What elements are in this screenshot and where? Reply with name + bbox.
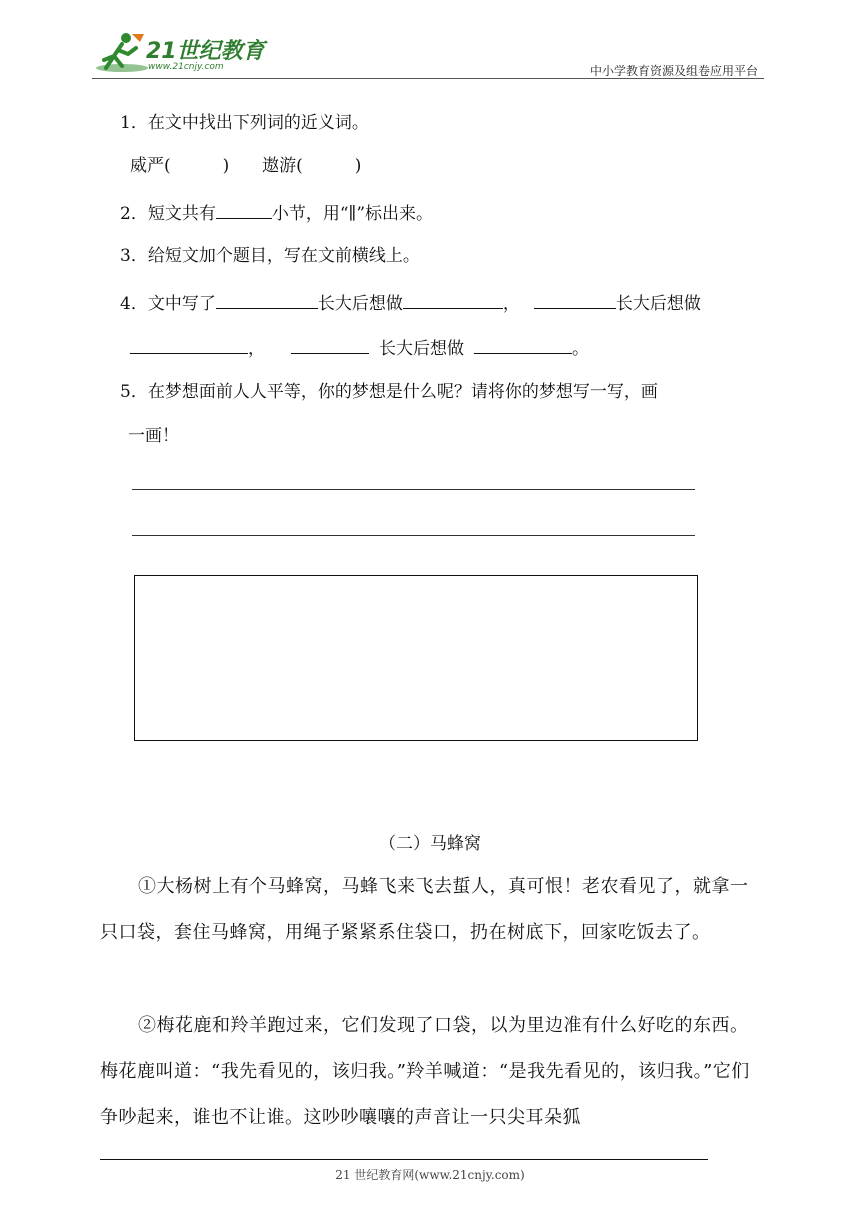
question-5-line-1: 5．在梦想面前人人平等，你的梦想是什么呢？请将你的梦想写一写，画 bbox=[120, 382, 658, 402]
question-4-comma-2: ， bbox=[248, 339, 265, 359]
word-weiyan: 威严( bbox=[130, 156, 171, 176]
q4-blank-5[interactable] bbox=[291, 335, 369, 354]
q4-blank-2[interactable] bbox=[403, 290, 503, 309]
q4-blank-4[interactable] bbox=[130, 335, 248, 354]
paragraph-1: ①大杨树上有个马蜂窝，马蜂飞来飞去蜇人，真可恨！老农看见了，就拿一只口袋，套住马蜂窝，用绳子紧紧系住袋口，扔在树底下，回家吃饭去了。 bbox=[100, 876, 749, 943]
question-2-text-b: 小节，用“∥”标出来。 bbox=[271, 204, 434, 224]
question-4-text-b: 长大后想做 bbox=[317, 294, 403, 314]
platform-tagline: 中小学教育资源及组卷应用平台 bbox=[589, 64, 758, 78]
q4-blank-6[interactable] bbox=[474, 335, 572, 354]
footer-divider bbox=[100, 1159, 708, 1160]
paren-close-1: ) bbox=[222, 156, 230, 176]
question-1: 1．在文中找出下列词的近义词。 bbox=[120, 113, 369, 133]
logo-title: 21世纪教育 bbox=[146, 39, 265, 64]
word-aoyou: 遨游( bbox=[262, 156, 303, 176]
question-3: 3．给短文加个题目，写在文前横线上。 bbox=[120, 246, 420, 266]
section-title: （二）马蜂窝 bbox=[379, 834, 481, 854]
q4-blank-3[interactable] bbox=[534, 290, 616, 309]
q4-blank-1[interactable] bbox=[216, 290, 318, 309]
question-2 bbox=[120, 200, 433, 226]
question-4-text-d: 长大后想做 bbox=[615, 294, 701, 314]
writing-line-2[interactable] bbox=[132, 535, 695, 536]
paren-close-2: ) bbox=[354, 156, 362, 176]
drawing-box[interactable] bbox=[134, 575, 698, 741]
question-4-text-a: 4．文中写了 bbox=[120, 294, 216, 314]
footer-text: 21 世纪教育网(www.21cnjy.com) bbox=[335, 1168, 525, 1182]
question-4-line-2 bbox=[130, 335, 589, 361]
question-1-words bbox=[130, 154, 361, 178]
logo-url: www.21cnjy.com bbox=[148, 62, 224, 72]
writing-line-1[interactable] bbox=[132, 489, 695, 490]
question-5-line-2: 一画！ bbox=[128, 426, 179, 446]
header-divider bbox=[92, 78, 764, 79]
question-2-text-a: 2．短文共有 bbox=[120, 204, 216, 224]
section-count-blank[interactable] bbox=[216, 200, 272, 219]
question-4-comma-1: ， bbox=[502, 294, 520, 314]
site-logo bbox=[92, 30, 265, 78]
paragraph-2: ②梅花鹿和羚羊跑过来，它们发现了口袋，以为里边准有什么好吃的东西。梅花鹿叫道：“我先看见的，该归我。”羚羊喊道：“是我先看见的，该归我。”它们争吵起来，谁也不让谁。这吵吵嚷嚷的声音让一只尖耳朵狐 bbox=[100, 1015, 750, 1128]
question-4-line-1 bbox=[120, 290, 701, 316]
question-4-period: 。 bbox=[572, 339, 589, 359]
question-4-text-f: 长大后想做 bbox=[379, 339, 464, 359]
